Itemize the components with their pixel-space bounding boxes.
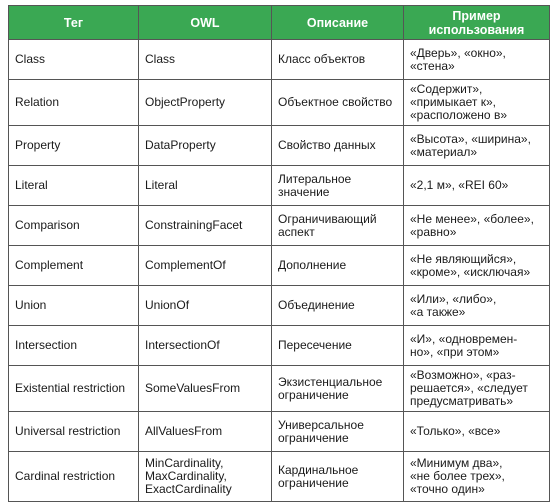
cell-example: «2,1 м», «REI 60» bbox=[404, 166, 550, 206]
cell-tag: Class bbox=[9, 40, 139, 80]
cell-tag: Literal bbox=[9, 166, 139, 206]
table-row bbox=[9, 40, 550, 80]
cell-description: Класс объектов bbox=[272, 40, 404, 80]
cell-example: «Не являющийся», «кроме», «исключая» bbox=[404, 246, 550, 286]
cell-description: Кардинальное ограничение bbox=[272, 452, 404, 502]
cell-description: Универсальное ограничение bbox=[272, 412, 404, 452]
table-row bbox=[9, 166, 550, 206]
cell-tag: Relation bbox=[9, 80, 139, 126]
header-tag: Тег bbox=[9, 6, 139, 40]
cell-example: «Высота», «ширина», «материал» bbox=[404, 126, 550, 166]
cell-example: «Возможно», «раз- решается», «следует предусматривать» bbox=[404, 366, 550, 412]
cell-tag: Comparison bbox=[9, 206, 139, 246]
cell-tag: Complement bbox=[9, 246, 139, 286]
cell-example: «Минимум два», «не более трех», «точно один» bbox=[404, 452, 550, 502]
cell-tag: Intersection bbox=[9, 326, 139, 366]
cell-description: Литеральное значение bbox=[272, 166, 404, 206]
cell-owl: ComplementOf bbox=[139, 246, 272, 286]
cell-tag: Property bbox=[9, 126, 139, 166]
table-row bbox=[9, 286, 550, 326]
cell-example: «Содержит», «примыкает к», «расположено в» bbox=[404, 80, 550, 126]
table-header-row bbox=[9, 6, 550, 40]
cell-owl: IntersectionOf bbox=[139, 326, 272, 366]
table-row bbox=[9, 452, 550, 502]
cell-description: Пересечение bbox=[272, 326, 404, 366]
cell-description: Объектное свойство bbox=[272, 80, 404, 126]
cell-example: «Дверь», «окно», «стена» bbox=[404, 40, 550, 80]
cell-description: Объединение bbox=[272, 286, 404, 326]
header-description: Описание bbox=[272, 6, 404, 40]
cell-owl: MinCardinality, MaxCardinality, ExactCardinality bbox=[139, 452, 272, 502]
cell-tag: Cardinal restriction bbox=[9, 452, 139, 502]
cell-tag: Existential restriction bbox=[9, 366, 139, 412]
cell-owl: ConstrainingFacet bbox=[139, 206, 272, 246]
cell-owl: Class bbox=[139, 40, 272, 80]
table-row bbox=[9, 80, 550, 126]
cell-example: «Не менее», «более», «равно» bbox=[404, 206, 550, 246]
cell-description: Ограничивающий аспект bbox=[272, 206, 404, 246]
cell-owl: SomeValuesFrom bbox=[139, 366, 272, 412]
table-row bbox=[9, 412, 550, 452]
cell-description: Дополнение bbox=[272, 246, 404, 286]
cell-description: Свойство данных bbox=[272, 126, 404, 166]
header-example: Пример использования bbox=[404, 6, 550, 40]
cell-tag: Union bbox=[9, 286, 139, 326]
cell-owl: AllValuesFrom bbox=[139, 412, 272, 452]
cell-owl: DataProperty bbox=[139, 126, 272, 166]
table-row bbox=[9, 366, 550, 412]
cell-example: «Только», «все» bbox=[404, 412, 550, 452]
cell-owl: ObjectProperty bbox=[139, 80, 272, 126]
table-row bbox=[9, 246, 550, 286]
owl-mapping-table bbox=[8, 5, 550, 502]
table-row bbox=[9, 126, 550, 166]
cell-owl: UnionOf bbox=[139, 286, 272, 326]
cell-example: «И», «одновремен- но», «при этом» bbox=[404, 326, 550, 366]
cell-owl: Literal bbox=[139, 166, 272, 206]
table-row bbox=[9, 326, 550, 366]
cell-description: Экзистенциальное ограничение bbox=[272, 366, 404, 412]
header-owl: OWL bbox=[139, 6, 272, 40]
cell-example: «Или», «либо», «а также» bbox=[404, 286, 550, 326]
table-row bbox=[9, 206, 550, 246]
cell-tag: Universal restriction bbox=[9, 412, 139, 452]
